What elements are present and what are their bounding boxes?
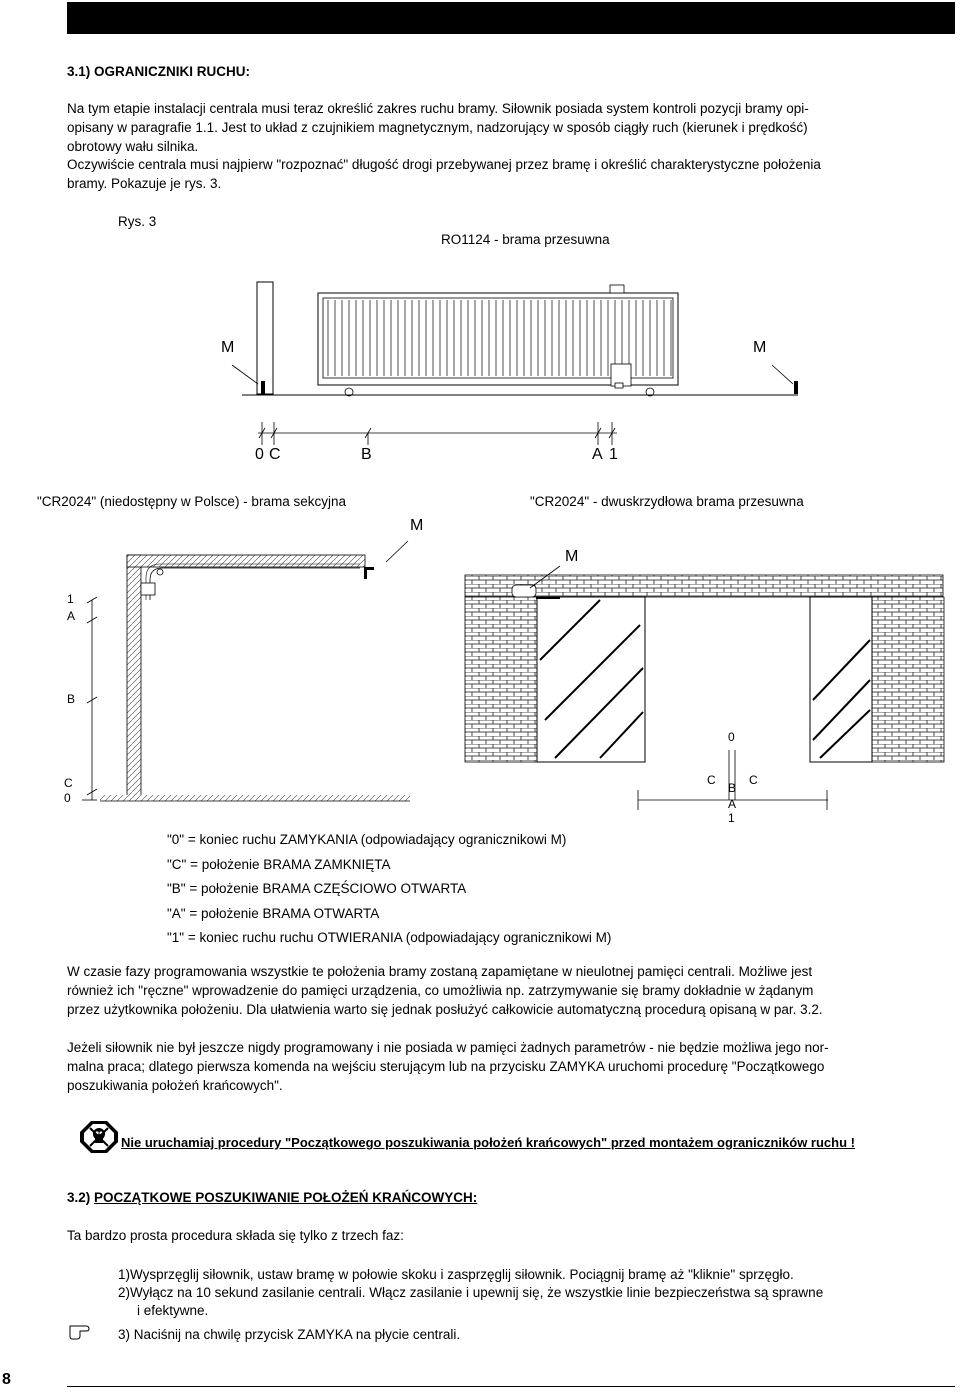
section-2-number: 3.2) <box>67 1190 95 1205</box>
left-mark-c: C <box>64 776 73 790</box>
left-m-label: M <box>410 517 424 534</box>
left-mark-1: 1 <box>67 592 74 606</box>
paragraph-line: malna praca; dlatego pierwsza komenda na wejściu sterującym lub na przycisku ZAMYKA uruchomi procedurę "Początkowego <box>67 1059 825 1074</box>
paragraph-line: bramy. Pokazuje je rys. 3. <box>67 176 222 191</box>
left-figure-title: "CR2024" (niedostępny w Polsce) - brama sekcyjna <box>37 494 346 509</box>
legend-item: "C" = położenie BRAMA ZAMKNIĘTA <box>167 856 391 872</box>
step-1: 1)Wysprzęglij siłownik, ustaw bramę w połowie skoku i zasprzęglij siłownik. Pociągnij bramę aż "kliknie" sprzęgło. <box>118 1267 794 1282</box>
left-mark-b: B <box>67 692 76 706</box>
left-mark-0: 0 <box>64 791 71 805</box>
paragraph-line: również ich "ręczne" wprowadzenie do pamięci urządzenia, co umożliwia np. zatrzymywanie się bramy dokładnie w żądanym <box>67 983 814 998</box>
axis-label-b: B <box>361 446 372 463</box>
top-m-right-label: M <box>753 339 767 356</box>
right-m-label: M <box>565 548 579 565</box>
paragraph-4 <box>67 1038 937 1095</box>
section-2-title: POCZĄTKOWE POSZUKIWANIE POŁOŻEŃ KRAŃCOWYCH: <box>94 1190 478 1205</box>
paragraph-line: przez użytkownika położeniu. Dla ułatwienia warto się jednak posłużyć całkowicie automatyczną procedurą opisaną w par. 3.2. <box>67 1002 823 1017</box>
right-mark-0: 0 <box>728 730 735 744</box>
paragraph-line: poszukiwania położeń krańcowych". <box>67 1078 283 1093</box>
right-mark-b: B <box>728 781 737 795</box>
warning-text: Nie uruchamiaj procedury "Początkowego poszukiwania położeń krańcowych" przed montażem ograniczników ruchu ! <box>121 1135 855 1150</box>
step-2: 2)Wyłącz na 10 sekund zasilanie centrali. Włącz zasilanie i upewnij się, że wszystkie linie bezpieczeństwa są sprawne <box>118 1285 824 1300</box>
legend-item: "B" = położenie BRAMA CZĘŚCIOWO OTWARTA <box>167 881 467 896</box>
skull-warning-icon <box>80 1121 118 1153</box>
position-legend <box>167 832 611 955</box>
paragraph-line: Na tym etapie instalacji centrala musi teraz określić zakres ruchu bramy. Siłownik posiada system kontroli pozycji bramy opi- <box>67 101 809 116</box>
figure-label: Rys. 3 <box>118 214 157 229</box>
page-number: 8 <box>2 1371 11 1388</box>
paragraph-line: obrotowy wału silnika. <box>67 139 199 154</box>
top-position-axis <box>258 422 617 445</box>
right-figure-title: "CR2024" - dwuskrzydłowa brama przesuwna <box>530 494 804 509</box>
paragraph-line: Jeżeli siłownik nie był jeszcze nigdy programowany i nie posiada w pamięci żadnych parametrów - nie będzie możliwa jego nor- <box>67 1040 829 1055</box>
pointing-hand-icon <box>70 1326 89 1339</box>
right-mark-c-right: C <box>749 773 758 787</box>
sectional-gate-drawing <box>82 541 410 801</box>
section-heading-text: 3.1) OGRANICZNIKI RUCHU: <box>67 64 251 79</box>
paragraph-line: Oczywiście centrala musi najpierw "rozpoznać" długość drogi przebywanej przez bramę i określić charakterystyczne położenia <box>67 157 821 172</box>
right-mark-c-left: C <box>707 773 716 787</box>
step-3: 3) Naciśnij na chwilę przycisk ZAMYKA na płycie centrali. <box>118 1327 461 1342</box>
section-2-intro: Ta bardzo prosta procedura składa się tylko z trzech faz: <box>67 1228 404 1243</box>
paragraph-3 <box>67 962 937 1019</box>
right-mark-a: A <box>728 797 737 811</box>
axis-label-0: 0 <box>255 446 264 463</box>
sliding-gate-drawing <box>232 282 798 396</box>
double-sliding-gate-drawing <box>465 566 944 810</box>
axis-label-a: A <box>592 446 603 463</box>
legend-item: "A" = położenie BRAMA OTWARTA <box>167 905 380 921</box>
paragraph-line: opisany w paragrafie 1.1. Jest to układ z czujnikiem magnetycznym, nadzorujący w sposób ciągły ruch (kierunek i prędkość) <box>67 120 808 135</box>
paragraph-line: W czasie fazy programowania wszystkie te położenia bramy zostaną zapamiętane w nieulotnej pamięci centrali. Możliwe jest <box>67 964 813 979</box>
step-2-continuation: i efektywne. <box>137 1303 209 1318</box>
legend-item: "1" = koniec ruchu ruchu OTWIERANIA (odpowiadający ogranicznikowi M) <box>167 930 612 945</box>
top-figure-title: RO1124 - brama przesuwna <box>441 232 610 247</box>
footer-rule <box>67 1386 955 1387</box>
section-2-heading <box>67 1188 477 1207</box>
legend-item: "0" = koniec ruchu ZAMYKANIA (odpowiadający ogranicznikowi M) <box>167 832 567 847</box>
axis-label-c: C <box>269 446 281 463</box>
top-m-left-label: M <box>221 339 235 356</box>
axis-label-1: 1 <box>609 446 618 463</box>
right-mark-1: 1 <box>728 811 735 825</box>
left-mark-a: A <box>67 609 76 623</box>
